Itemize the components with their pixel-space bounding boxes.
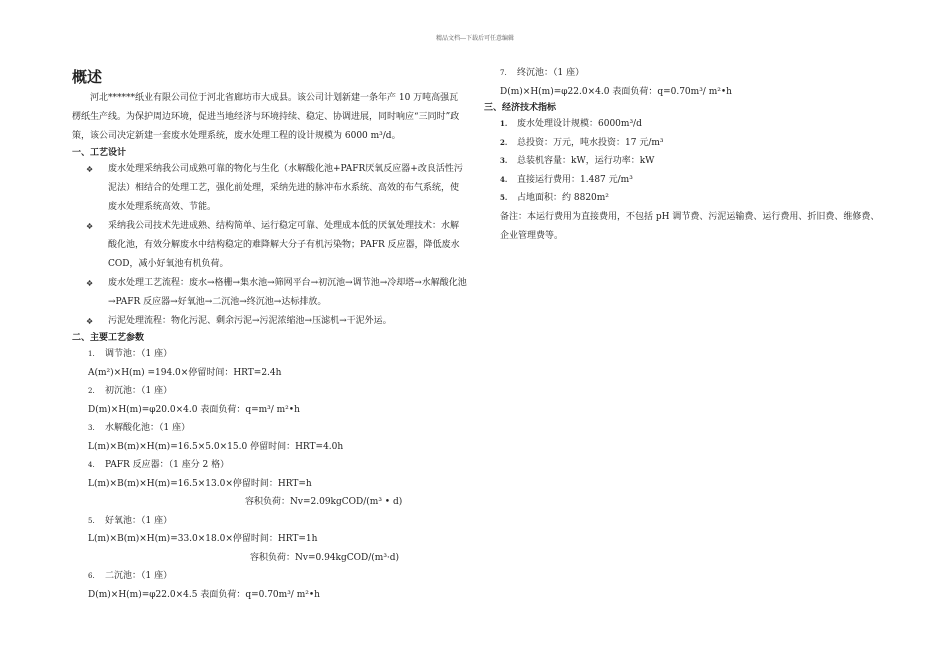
item-number: 7. xyxy=(500,69,507,77)
process-bullet xyxy=(72,312,467,331)
indicator-item xyxy=(484,152,884,171)
volume-load-detail: 容积负荷：Nv=0.94kgCOD/(m³·d) xyxy=(250,552,400,563)
item-text: 废水处理设计规模：6000m³/d xyxy=(517,119,642,129)
item-number: 6. xyxy=(88,572,95,580)
item-text: 占地面积：约 8820m² xyxy=(517,193,609,203)
parameter-item xyxy=(72,512,467,531)
parameter-item xyxy=(72,567,467,586)
parameter-item xyxy=(72,419,467,438)
parameter-detail: A(m²)×H(m) =194.0×停留时间：HRT=2.4h xyxy=(88,367,282,378)
item-number: 5. xyxy=(88,516,95,525)
process-bullet xyxy=(72,217,467,274)
item-number: 5. xyxy=(500,193,508,202)
indicator-item xyxy=(484,189,884,208)
diamond-bullet-icon: ❖ xyxy=(86,317,94,326)
item-number: 1. xyxy=(500,119,508,128)
diamond-bullet-icon: ❖ xyxy=(86,279,94,288)
item-text: 总投资：万元，吨水投资：17 元/m³ xyxy=(517,137,664,148)
parameter-detail: L(m)×B(m)×H(m)=33.0×18.0×停留时间：HRT=1h xyxy=(88,534,318,544)
parameter-item xyxy=(484,64,884,83)
bullet-text: 废水处理采纳我公司成熟可靠的物化与生化（水解酸化池+PAFR厌氧反应器+改良活性污泥法）相结合的处理工艺，强化前处理，采纳先进的脉冲布水系统、高效的布气系统，使废水处理系统高效、节能。 xyxy=(108,164,463,212)
diamond-bullet-icon: ❖ xyxy=(86,222,94,231)
parameter-detail: D(m)×H(m)=φ20.0×4.0 表面负荷：q=m³/ m²•h xyxy=(88,404,300,415)
document-title: 概述 xyxy=(72,68,103,86)
indicator-item xyxy=(484,171,884,190)
volume-load-detail: 容积负荷：Nv=2.09kgCOD/(m³ • d) xyxy=(245,497,403,507)
section-heading-economic-indicators: 三、经济技术指标 xyxy=(484,103,557,113)
bullet-text: 废水处理工艺流程：废水→格栅→集水池→筛网平台→初沉池→调节池→冷却塔→水解酸化池→PAFR 反应器→好氧池→二沉池→终沉池→达标排放。 xyxy=(108,278,467,307)
parameter-item xyxy=(72,382,467,401)
item-number: 3. xyxy=(500,156,508,165)
item-label: 好氧池：（1 座） xyxy=(105,515,173,526)
parameter-item xyxy=(72,456,467,475)
item-text: 总装机容量：kW，运行功率：kW xyxy=(517,156,655,166)
bullet-text: 污泥处理流程：物化污泥、剩余污泥→污泥浓缩池→压滤机→干泥外运。 xyxy=(108,316,392,326)
right-column xyxy=(484,64,884,246)
section-heading-process-design: 一、工艺设计 xyxy=(72,148,127,158)
item-label: 终沉池：（1 座） xyxy=(517,68,585,78)
item-label: 调节池：（1 座） xyxy=(105,349,173,359)
remarks-note: 备注：本运行费用为直接费用，不包括 pH 调节费、污泥运输费、运行费用、折旧费、维修费、企业管理费等。 xyxy=(500,211,880,241)
left-column xyxy=(72,64,467,604)
item-text: 直接运行费用：1.487 元/m³ xyxy=(517,174,633,185)
process-bullet xyxy=(72,160,467,217)
item-number: 4. xyxy=(500,174,508,184)
item-label: 水解酸化池：（1 座） xyxy=(105,423,191,433)
item-label: 初沉池：（1 座） xyxy=(105,386,173,396)
item-number: 2. xyxy=(500,137,508,147)
item-number: 3. xyxy=(88,424,95,432)
item-label: 二沉池：（1 座） xyxy=(105,571,173,581)
bullet-text: 采纳我公司技术先进成熟、结构简单、运行稳定可靠、处理成本低的厌氧处理技术：水解酸化池，有效分解废水中结构稳定的难降解大分子有机污染物；PAFR 反应器，降低废水 COD，减小好氧池有机负荷。 xyxy=(108,221,460,269)
item-number: 4. xyxy=(88,461,95,469)
indicator-item xyxy=(484,134,884,153)
item-label: PAFR 反应器：（1 座分 2 格） xyxy=(105,460,230,470)
item-number: 1. xyxy=(88,350,95,358)
parameter-detail: L(m)×B(m)×H(m)=16.5×13.0×停留时间：HRT=h xyxy=(88,478,312,489)
parameter-item xyxy=(72,345,467,364)
section-heading-process-parameters: 二、主要工艺参数 xyxy=(72,333,145,343)
parameter-detail: D(m)×H(m)=φ22.0×4.0 表面负荷：q=0.70m³/ m²•h xyxy=(500,86,732,97)
process-bullet xyxy=(72,274,467,312)
indicator-item xyxy=(484,115,884,134)
parameter-detail: L(m)×B(m)×H(m)=16.5×5.0×15.0 停留时间：HRT=4.0h xyxy=(88,441,344,452)
parameter-detail: D(m)×H(m)=φ22.0×4.5 表面负荷：q=0.70m³/ m²•h xyxy=(88,589,320,600)
page-header: 精品文档---下载后可任意编辑 xyxy=(435,35,515,42)
diamond-bullet-icon: ❖ xyxy=(86,165,94,174)
intro-paragraph: 河北******纸业有限公司位于河北省廊坊市大成县。该公司计划新建一条年产 10 万吨高强瓦楞纸生产线。为保护周边环境，促进当地经济与环境持续、稳定、协调进展，同时响应“三同时”政策，该公司决定新建一套废水处理系统，废水处理工程的设计规模为 6000 m³/d。 xyxy=(72,93,460,141)
item-number: 2. xyxy=(88,387,95,395)
